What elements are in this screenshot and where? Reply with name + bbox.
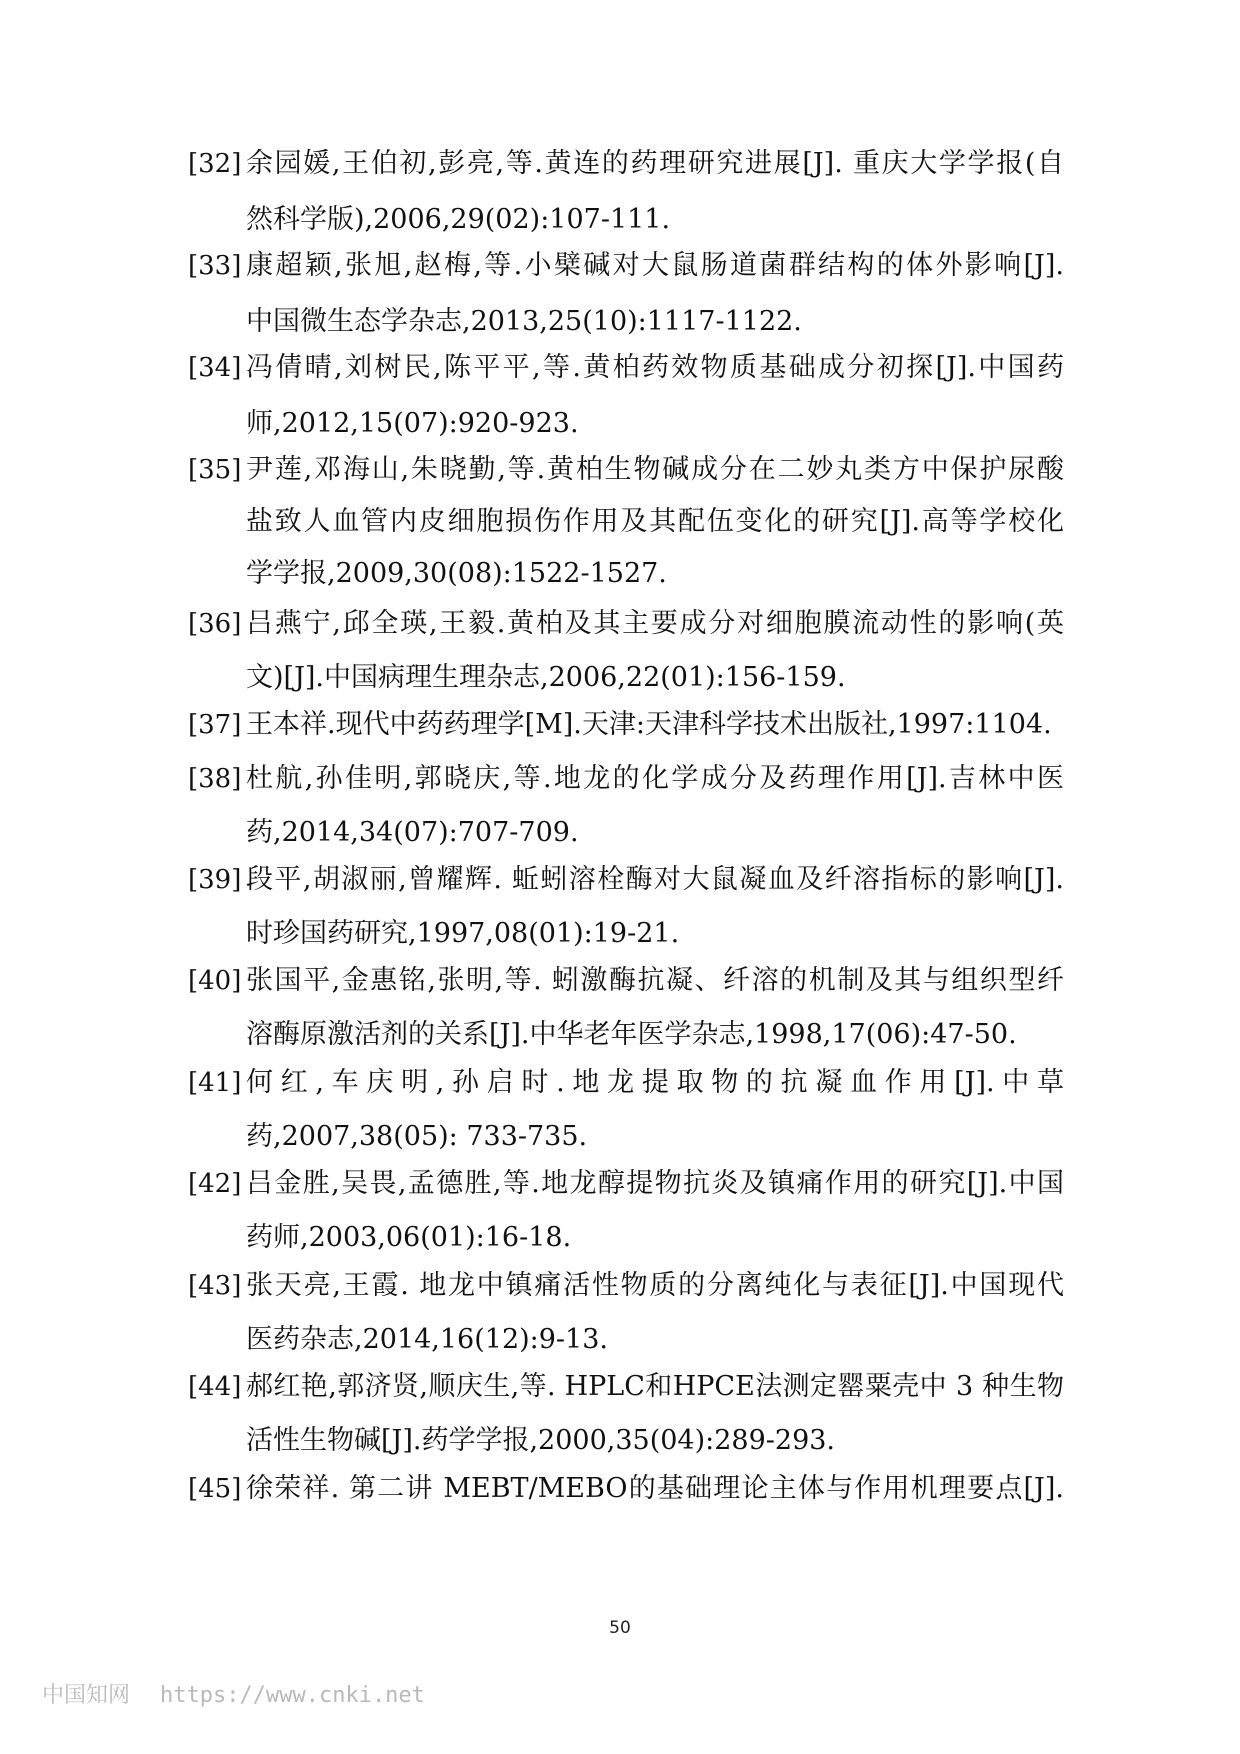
reference-text-line: 杜航,孙佳明,郭晓庆,等.地龙的化学成分及药理作用[J].吉林中医 (246, 763, 1064, 794)
reference-text-line: 药师,2003,06(01):16-18. (246, 1222, 572, 1253)
reference-number: [35] (188, 455, 242, 485)
reference-number: [38] (188, 764, 242, 794)
reference-text-line: 张天亮,王霞. 地龙中镇痛活性物质的分离纯化与表征[J].中国现代 (246, 1270, 1064, 1301)
reference-number: [45] (188, 1474, 242, 1504)
reference-text-line: 医药杂志,2014,16(12):9-13. (246, 1324, 608, 1355)
reference-text-line: 盐致人血管内皮细胞损伤作用及其配伍变化的研究[J].高等学校化 (246, 506, 1064, 537)
reference-text-line: 吕金胜,吴畏,孟德胜,等.地龙醇提物抗炎及镇痛作用的研究[J].中国 (246, 1168, 1064, 1199)
reference-number: [34] (188, 353, 242, 383)
reference-text-line: 药,2014,34(07):707-709. (246, 817, 579, 848)
reference-text-line: 师,2012,15(07):920-923. (246, 408, 579, 439)
cnki-watermark (42, 1678, 425, 1709)
reference-text-line: 然科学版),2006,29(02):107-111. (246, 204, 671, 235)
reference-text-line: 溶酶原激活剂的关系[J].中华老年医学杂志,1998,17(06):47-50. (246, 1019, 1017, 1050)
watermark-site-name: 中国知网 (42, 1683, 131, 1708)
page-number: 50 (609, 1618, 631, 1638)
reference-text-line: 郝红艳,郭济贤,顺庆生,等. HPLC和HPCE法测定罂粟壳中 3 种生物 (246, 1371, 1064, 1402)
reference-text-line: 中国微生态学杂志,2013,25(10):1117-1122. (246, 306, 802, 337)
reference-number: [43] (188, 1271, 242, 1301)
reference-number: [36] (188, 609, 242, 639)
reference-number: [42] (188, 1169, 242, 1199)
reference-text-line: 药,2007,38(05): 733-735. (246, 1121, 588, 1152)
reference-text-line: 余园媛,王伯初,彭亮,等.黄连的药理研究进展[J]. 重庆大学学报(自 (246, 148, 1064, 179)
reference-text-line: 张国平,金惠铭,张明,等. 蚓激酶抗凝、纤溶的机制及其与组织型纤 (246, 965, 1064, 996)
reference-text-line: 尹莲,邓海山,朱晓勤,等.黄柏生物碱成分在二妙丸类方中保护尿酸 (246, 454, 1064, 485)
reference-number: [40] (188, 966, 242, 996)
reference-text-line: 徐荣祥. 第二讲 MEBT/MEBO的基础理论主体与作用机理要点[J]. (246, 1473, 1064, 1504)
reference-text-line: 时珍国药研究,1997,08(01):19-21. (246, 918, 680, 949)
reference-number: [44] (188, 1372, 242, 1402)
reference-text-line: 康超颖,张旭,赵梅,等.小檗碱对大鼠肠道菌群结构的体外影响[J]. (246, 250, 1064, 281)
reference-text-line: 学学报,2009,30(08):1522-1527. (246, 558, 667, 589)
reference-number: [37] (188, 710, 242, 740)
reference-text-line: 段平,胡淑丽,曾耀辉. 蚯蚓溶栓酶对大鼠凝血及纤溶指标的影响[J]. (246, 864, 1064, 895)
reference-number: [32] (188, 149, 242, 179)
reference-number: [41] (188, 1068, 242, 1098)
reference-text-line: 活性生物碱[J].药学学报,2000,35(04):289-293. (246, 1425, 836, 1456)
reference-text-line: 何红,车庆明,孙启时.地龙提取物的抗凝血作用[J].中草 (246, 1067, 1064, 1098)
reference-number: [33] (188, 251, 242, 281)
reference-text-line: 吕燕宁,邱全瑛,王毅.黄柏及其主要成分对细胞膜流动性的影响(英 (246, 608, 1064, 639)
watermark-url: https://www.cnki.net (160, 1683, 425, 1708)
reference-number: [39] (188, 865, 242, 895)
reference-text-line: 冯倩晴,刘树民,陈平平,等.黄柏药效物质基础成分初探[J].中国药 (246, 352, 1064, 383)
reference-text-line: 王本祥.现代中药药理学[M].天津:天津科学技术出版社,1997:1104. (246, 709, 1052, 740)
reference-text-line: 文)[J].中国病理生理杂志,2006,22(01):156-159. (246, 662, 846, 693)
